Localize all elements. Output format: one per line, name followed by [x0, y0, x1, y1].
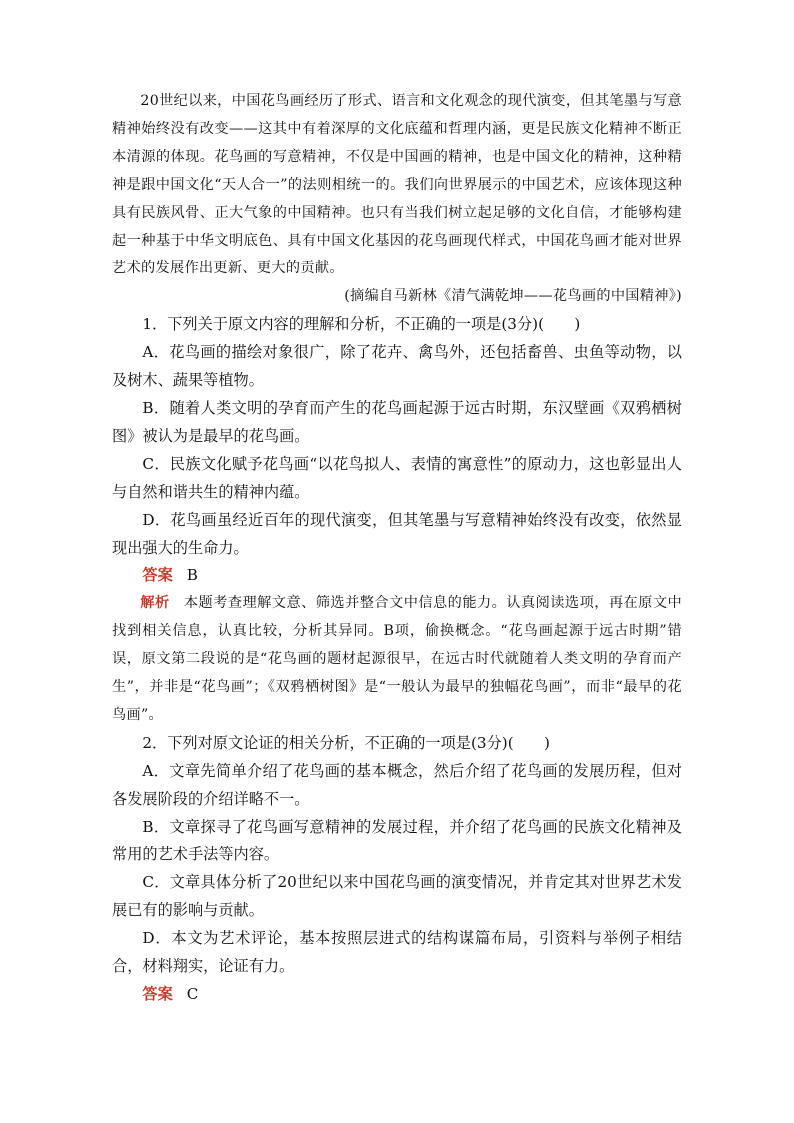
analysis-text: 本题考查理解文意、筛选并整合文中信息的能力。认真阅读选项，再在原文中找到相关信息，认真比较，分析其异同。B项，偷换概念。“花鸟画起源于远古时期”错误，原文第二段说的是“花鸟画的题材起源很早，在远古时代就随着人类文明的孕育而产生”，并非是“花鸟画”；《双鸦栖树图》是“一般认为最早的独幅花鸟画”，而非“最早的花鸟画”。	[112, 595, 682, 723]
answer-label: 答案	[142, 985, 173, 1003]
answer-value: C	[186, 985, 199, 1003]
question-2-option-a: A．文章先简单介绍了花鸟画的基本概念，然后介绍了花鸟画的发展历程，但对各发展阶段的介绍详略不一。	[112, 761, 682, 808]
question-1-answer	[112, 562, 682, 590]
question-1-option-c: C．民族文化赋予花鸟画“以花鸟拟人、表情的寓意性”的原动力，这也彰显出人与自然和谐共生的精神内蕴。	[112, 454, 682, 501]
question-2-answer	[112, 981, 682, 1009]
question-1-stem: 1．下列关于原文内容的理解和分析，不正确的一项是(3分)( )	[142, 315, 581, 334]
question-1-analysis	[112, 590, 682, 730]
question-2-option-d: D．本文为艺术评论，基本按照层进式的结构谋篇布局，引资料与举例子相结合，材料翔实，论证有力。	[112, 929, 682, 976]
question-1-option-b: B．随着人类文明的孕育而产生的花鸟画起源于远古时期，东汉壁画《双鸦栖树图》被认为是最早的花鸟画。	[112, 398, 682, 445]
question-2-option-b: B．文章探寻了花鸟画写意精神的发展过程，并介绍了花鸟画的民族文化精神及常用的艺术手法等内容。	[112, 817, 682, 864]
question-1-option-d: D．花鸟画虽经近百年的现代演变，但其笔墨与写意精神始终没有改变，依然显现出强大的生命力。	[112, 510, 682, 557]
answer-value: B	[186, 566, 198, 585]
passage-paragraph: 20世纪以来，中国花鸟画经历了形式、语言和文化观念的现代演变，但其笔墨与写意精神始终没有改变——这其中有着深厚的文化底蕴和哲理内涵，更是民族文化精神不断正本清源的体现。花鸟画的写意精神，不仅是中国画的精神，也是中国文化的精神，这种精神是跟中国文化“天人合一”的法则相统一的。我们向世界展示的中国艺术，应该体现这种具有民族风骨、正大气象的中国精神。也只有当我们树立起足够的文化自信，才能够构建起一种基于中华文明底色、具有中国文化基因的花鸟画现代样式，中国花鸟画才能对世界艺术的发展作出更新、更大的贡献。	[112, 93, 682, 277]
question-2-option-c: C．文章具体分析了20世纪以来中国花鸟画的演变情况，并肯定其对世界艺术发展已有的影响与贡献。	[112, 873, 682, 920]
question-2-stem: 2．下列对原文论证的相关分析，不正确的一项是(3分)( )	[142, 733, 550, 752]
document-page	[112, 88, 682, 1009]
question-1-option-a: A．花鸟画的描绘对象很广，除了花卉、禽鸟外，还包括畜兽、虫鱼等动物，以及树木、蔬果等植物。	[112, 343, 682, 390]
answer-label: 答案	[142, 566, 173, 585]
passage-source: (摘编自马新林《清气满乾坤——花鸟画的中国精神》)	[344, 288, 682, 305]
analysis-label: 解析	[140, 595, 170, 612]
